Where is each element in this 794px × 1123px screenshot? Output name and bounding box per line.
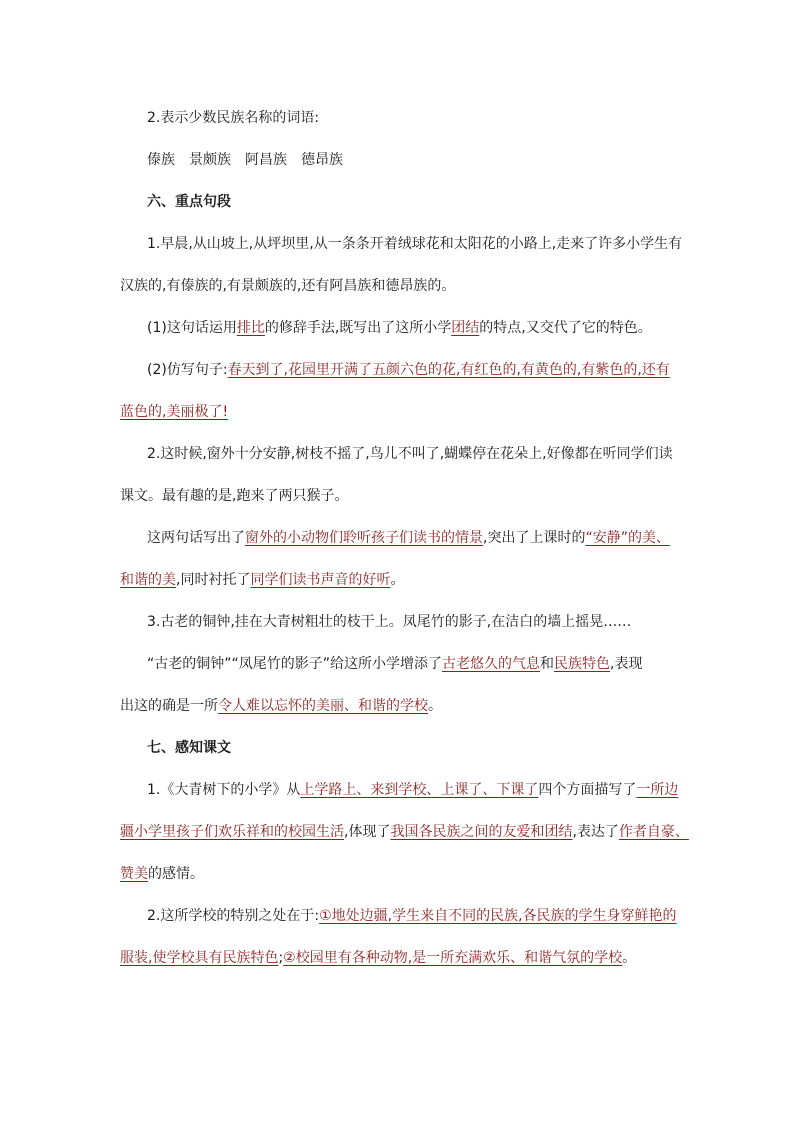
answer-blank: 我国各民族之间的友爱和团结	[390, 824, 573, 840]
sentence-3-explanation-line-1	[147, 654, 698, 674]
comprehension-1-line-1	[147, 780, 698, 800]
text-segment: ,表达了	[572, 824, 619, 840]
answer-blank: 赞美	[120, 866, 148, 882]
text-segment: 的特点,又交代了它的特色。	[479, 320, 652, 336]
sentence-3-explanation-line-2	[120, 696, 698, 716]
answer-blank: 蓝色的,美丽极了!	[120, 404, 229, 420]
text-segment: 1.《大青树下的小学》从	[147, 782, 301, 798]
text-segment: 的感情。	[148, 866, 204, 882]
answer-blank: 窗外的小动物们聆听孩子们读书的情景	[245, 530, 483, 546]
sentence-3: 3.古老的铜钟,挂在大青树粗壮的枝干上。凤尾竹的影子,在洁白的墙上摇晃……	[147, 614, 632, 630]
text-segment: 。	[622, 950, 637, 966]
ethnic-groups-list: 傣族 景颇族 阿昌族 德昂族	[147, 152, 343, 168]
answer-blank: ①地处边疆,学生来自不同的民族,各民族的学生身穿鲜艳的	[319, 908, 677, 924]
sentence-1-question-2-line-2	[120, 402, 698, 422]
answer-blank: 古老悠久的气息	[442, 656, 541, 672]
text-segment: 和	[540, 656, 555, 672]
answer-blank: 令人难以忘怀的美丽、和谐的学校	[218, 698, 428, 714]
section-heading-key-sentences: 六、重点句段	[147, 194, 231, 210]
sentence-1-line-2: 汉族的,有傣族的,有景颇族的,还有阿昌族和德昂族的。	[120, 278, 456, 294]
text-segment: ,突出了上课时的	[483, 530, 586, 546]
text-segment: ;	[278, 950, 284, 966]
answer-blank: 排比	[236, 320, 265, 336]
answer-blank: 团结	[451, 320, 480, 336]
text-segment: (1)这句话运用	[147, 320, 237, 336]
answer-blank: 春天到了,花园里开满了五颜六色的花,有红色的,有黄色的,有紫色的,还有	[227, 362, 670, 378]
answer-blank: 上学路上、来到学校、上课了、下课了	[300, 782, 539, 798]
comprehension-2-line-2	[120, 948, 698, 968]
text-segment: ,同时衬托了	[176, 572, 251, 588]
text-segment: “古老的铜钟”“凤尾竹的影子”给这所小学增添了	[147, 656, 443, 672]
text-segment: ,体现了	[344, 824, 391, 840]
comprehension-1-line-3	[120, 864, 698, 884]
answer-blank: 疆小学里孩子们欢乐祥和的校园生活	[120, 824, 344, 840]
text-segment: ,表现	[610, 656, 643, 672]
answer-blank: 服装,使学校具有民族特色	[120, 950, 279, 966]
comprehension-1-line-2	[120, 822, 698, 842]
answer-blank: ②校园里有各种动物,是一所充满欢乐、和谐气氛的学校	[283, 950, 623, 966]
answer-blank: 同学们读书声音的好听	[250, 572, 391, 588]
sentence-1-question-1	[147, 318, 698, 338]
answer-blank: 和谐的美	[120, 572, 176, 588]
sentence-2-explanation-line-1	[147, 528, 698, 548]
text-segment: 。	[428, 698, 442, 714]
sentence-1-line-1: 1.早晨,从山坡上,从坪坝里,从一条条开着绒球花和太阳花的小路上,走来了许多小学生有	[147, 236, 683, 252]
sentence-2-line-1: 2.这时候,窗外十分安静,树枝不摇了,鸟儿不叫了,蝴蝶停在花朵上,好像都在听同学们读	[147, 446, 673, 462]
vocab-heading: 2.表示少数民族名称的词语:	[147, 110, 320, 126]
answer-blank: “安静”的美、	[585, 530, 670, 546]
text-segment: 。	[390, 572, 405, 588]
section-heading-text-comprehension: 七、感知课文	[147, 740, 231, 756]
text-segment: 这两句话写出了	[147, 530, 245, 546]
text-segment: (2)仿写句子:	[147, 362, 228, 378]
comprehension-2-line-1	[147, 906, 698, 926]
text-segment: 四个方面描写了	[538, 782, 637, 798]
answer-blank: 民族特色	[554, 656, 611, 672]
text-segment: 出这的确是一所	[120, 698, 218, 714]
sentence-1-question-2-line-1	[147, 360, 698, 380]
answer-blank: 一所边	[636, 782, 679, 798]
text-segment: 2.这所学校的特别之处在于:	[147, 908, 320, 924]
sentence-2-line-2: 课文。最有趣的是,跑来了两只猴子。	[120, 488, 349, 504]
sentence-2-explanation-line-2	[120, 570, 698, 590]
answer-blank: 作者自豪、	[618, 824, 689, 840]
text-segment: 的修辞手法,既写出了这所小学	[264, 320, 452, 336]
